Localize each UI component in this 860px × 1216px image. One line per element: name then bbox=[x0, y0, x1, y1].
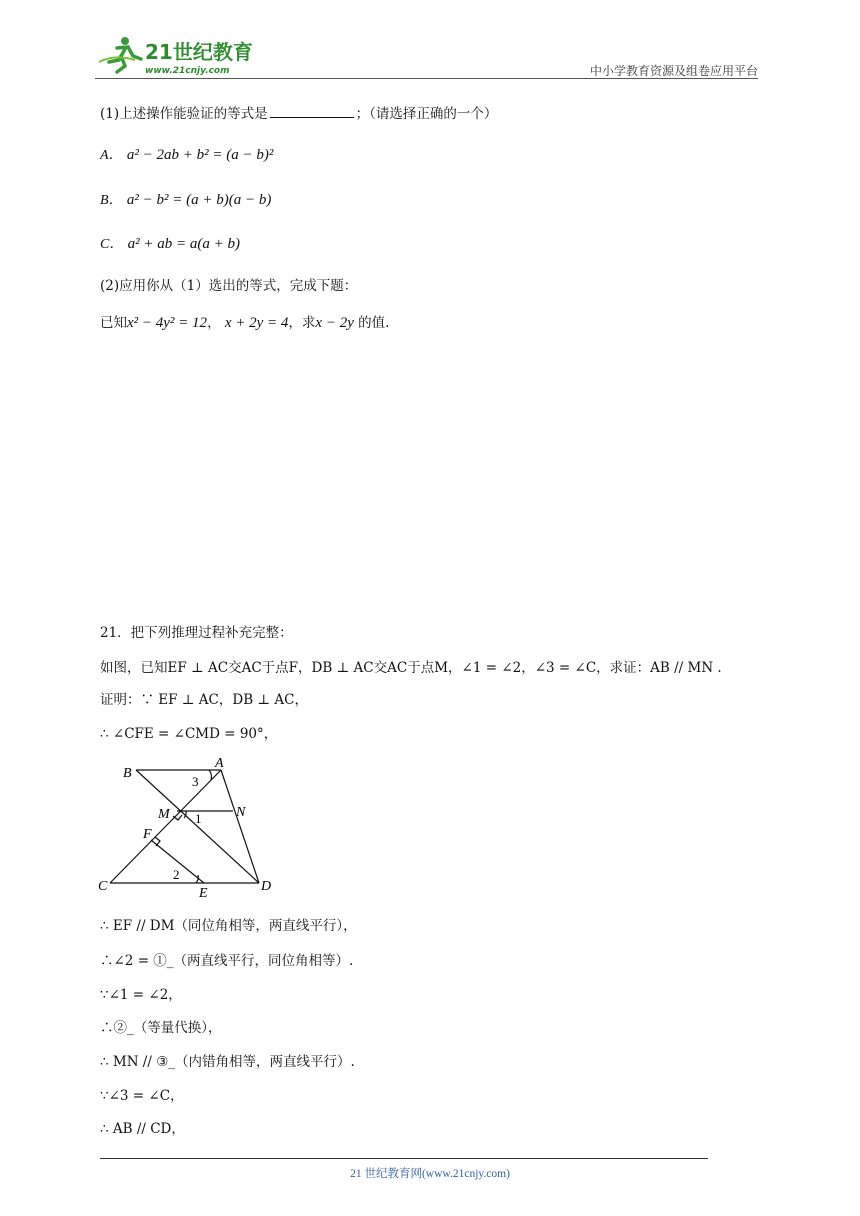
right-angle-mark-m bbox=[173, 815, 182, 820]
svg-text:www.21cnjy.com: www.21cnjy.com bbox=[145, 66, 230, 76]
header-divider bbox=[95, 78, 758, 79]
q20-option-b: B． a² − b² = (a + b)(a − b) bbox=[100, 192, 272, 208]
label-n: N bbox=[236, 805, 246, 820]
label-b: B bbox=[123, 766, 132, 781]
q21-step-3: ∴∠2 = ①_（两直线平行，同位角相等）. bbox=[100, 953, 354, 969]
q20-part1: (1)上述操作能验证的等式是 ；（请选择正确的一个） bbox=[100, 106, 498, 122]
q21-statement: 如图，已知EF ⊥ AC交AC于点F，DB ⊥ AC交AC于点M，∠1 = ∠2，∠3 = ∠C，求证：AB // MN . bbox=[100, 660, 722, 676]
q21-step-7: ∵∠3 = ∠C， bbox=[100, 1088, 184, 1104]
footer-divider bbox=[100, 1158, 708, 1159]
angle-label-3: 3 bbox=[192, 774, 199, 789]
q20-given: 已知x² − 4y² = 12， x + 2y = 4，求x − 2y 的值. bbox=[100, 315, 390, 331]
angle-arc-3 bbox=[209, 770, 211, 780]
q21-step-1: ∴ ∠CFE = ∠CMD = 90°， bbox=[100, 726, 278, 742]
q20-option-c: C． a² + ab = a(a + b) bbox=[100, 236, 240, 252]
q20-option-a: A． a² − 2ab + b² = (a − b)² bbox=[100, 147, 274, 163]
q21-step-6: ∴ MN // ③_（内错角相等，两直线平行）. bbox=[100, 1054, 355, 1070]
angle-label-1: 1 bbox=[195, 811, 202, 826]
label-e: E bbox=[199, 886, 208, 901]
q21-title: 21．把下列推理过程补充完整： bbox=[100, 625, 293, 641]
footer-link[interactable]: 21 世纪教育网(www.21cnjy.com) bbox=[350, 1168, 510, 1180]
q21-step-5: ∴②_（等量代换）， bbox=[100, 1020, 222, 1036]
label-a: A bbox=[215, 756, 224, 771]
geometry-figure bbox=[96, 756, 286, 902]
angle-label-2: 2 bbox=[173, 867, 180, 882]
page-header bbox=[95, 28, 758, 80]
label-c: C bbox=[98, 879, 108, 894]
label-m: M bbox=[158, 807, 170, 822]
segment-ac bbox=[110, 770, 221, 883]
right-angle-mark-f bbox=[155, 837, 160, 846]
label-f: F bbox=[143, 827, 152, 842]
site-logo bbox=[95, 32, 265, 76]
q21-proof-start: 证明：∵ EF ⊥ AC，DB ⊥ AC， bbox=[100, 692, 308, 708]
q21-step-2: ∴ EF // DM（同位角相等，两直线平行）， bbox=[100, 918, 357, 934]
answer-blank bbox=[270, 105, 354, 118]
svg-text:21世纪教育: 21世纪教育 bbox=[145, 40, 253, 64]
label-d: D bbox=[261, 879, 272, 894]
q20-part2: (2)应用你从（1）选出的等式，完成下题： bbox=[100, 278, 358, 294]
q21-step-8: ∴ AB // CD， bbox=[100, 1121, 185, 1137]
q21-step-4: ∵∠1 = ∠2， bbox=[100, 987, 182, 1003]
platform-name: 中小学教育资源及组卷应用平台 bbox=[589, 64, 758, 78]
